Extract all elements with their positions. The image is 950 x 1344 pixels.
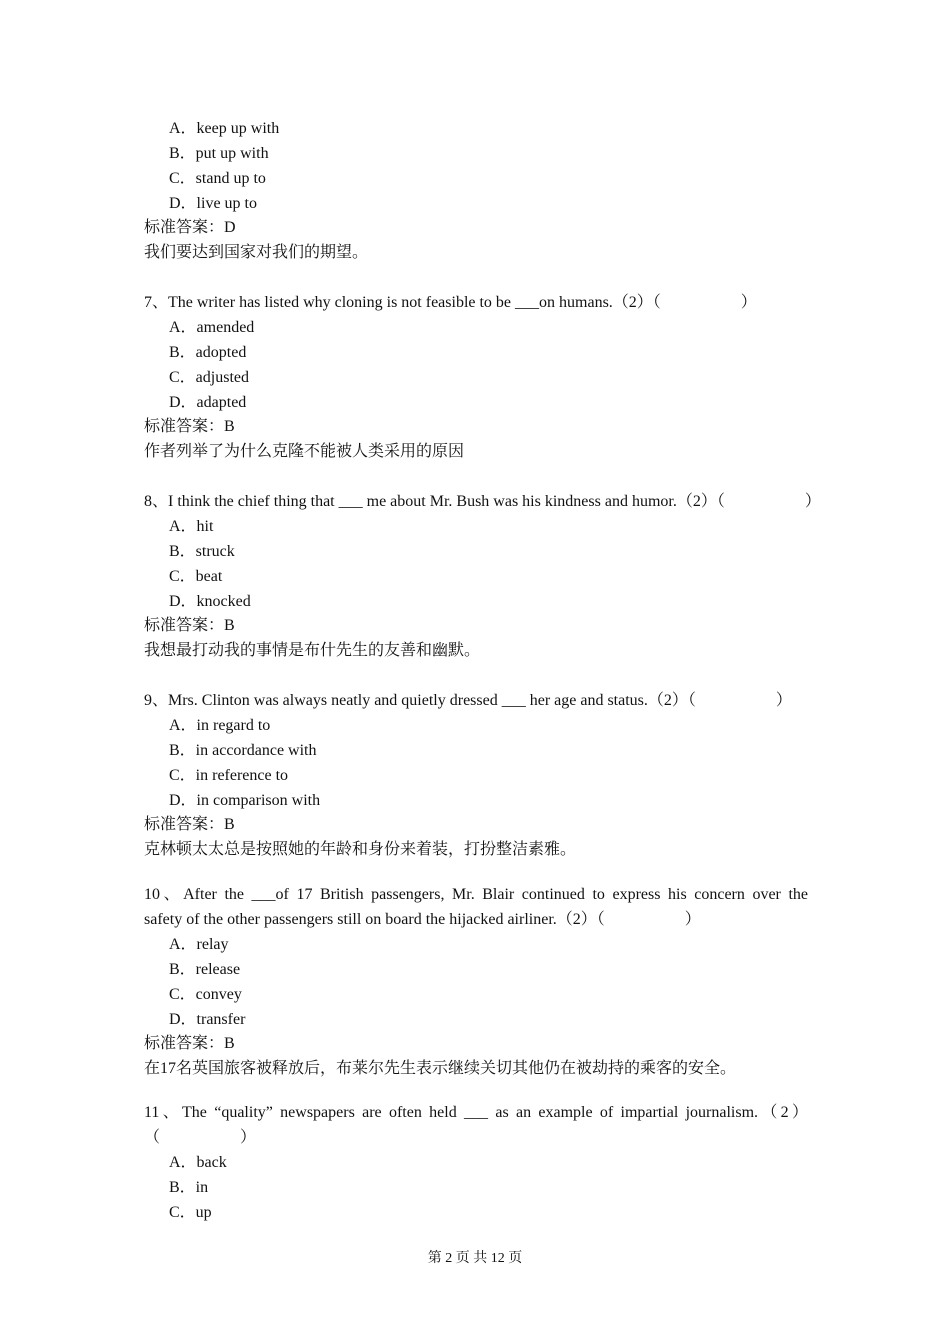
- q9-option-a: A．in regard to: [169, 717, 271, 734]
- q8-option-a: A．hit: [169, 518, 214, 535]
- q6-option-d: D．live up to: [169, 195, 257, 212]
- q10-explanation: 在17名英国旅客被释放后，布莱尔先生表示继续关切其他仍在被劫持的乘客的安全。: [144, 1060, 737, 1077]
- q7-option-b: B．adopted: [169, 344, 247, 361]
- q7-option-d: D．adapted: [169, 394, 247, 411]
- q6-option-c: C．stand up to: [169, 170, 266, 187]
- q6-option-a: A．keep up with: [169, 120, 280, 137]
- q9-explanation: 克林顿太太总是按照她的年龄和身份来着装，打扮整洁素雅。: [144, 841, 577, 858]
- q8-answer: 标准答案：B: [144, 617, 235, 634]
- q7-answer: 标准答案：B: [144, 418, 235, 435]
- q6-option-b: B．put up with: [169, 145, 269, 162]
- q6-explanation: 我们要达到国家对我们的期望。: [144, 244, 369, 261]
- q6-answer: 标准答案：D: [144, 219, 236, 236]
- q8-option-d: D．knocked: [169, 593, 251, 610]
- q7-option-c: C．adjusted: [169, 369, 249, 386]
- q10-answer: 标准答案：B: [144, 1035, 235, 1052]
- q8-explanation: 我想最打动我的事情是布什先生的友善和幽默。: [144, 642, 481, 659]
- q11-stem-line-1: 11、The “quality” newspapers are often held ___ as an example of impartial journalism.（2）: [144, 1104, 808, 1121]
- q10-option-b: B．release: [169, 961, 241, 978]
- q9-option-b: B．in accordance with: [169, 742, 317, 759]
- q8-stem: 8、I think the chief thing that ___ me about Mr. Bush was his kindness and humor.（2）（ ）: [144, 493, 821, 510]
- q9-answer: 标准答案：B: [144, 816, 235, 833]
- q7-stem: 7、The writer has listed why cloning is not feasible to be ___on humans.（2）（ ）: [144, 294, 757, 311]
- q9-option-c: C．in reference to: [169, 767, 289, 784]
- q10-stem-line-1: 10、After the ___of 17 British passengers, Mr. Blair continued to express his concern over the: [144, 886, 808, 903]
- q10-option-d: D．transfer: [169, 1011, 246, 1028]
- q10-option-c: C．convey: [169, 986, 242, 1003]
- q10-stem-line-2: safety of the other passengers still on board the hijacked airliner.（2）（ ）: [144, 911, 701, 928]
- q11-stem-line-2: （ ）: [144, 1129, 257, 1146]
- q10-option-a: A．relay: [169, 936, 229, 953]
- q9-option-d: D．in comparison with: [169, 792, 321, 809]
- q11-option-c: C．up: [169, 1204, 212, 1221]
- q8-option-c: C．beat: [169, 568, 223, 585]
- q11-option-a: A．back: [169, 1154, 227, 1171]
- q8-option-b: B．struck: [169, 543, 235, 560]
- page-footer: 第 2 页 共 12 页: [427, 1251, 523, 1266]
- q11-option-b: B．in: [169, 1179, 209, 1196]
- q7-explanation: 作者列举了为什么克隆不能被人类采用的原因: [144, 443, 465, 460]
- q9-stem: 9、Mrs. Clinton was always neatly and quietly dressed ___ her age and status.（2）（ ）: [144, 692, 792, 709]
- q7-option-a: A．amended: [169, 319, 255, 336]
